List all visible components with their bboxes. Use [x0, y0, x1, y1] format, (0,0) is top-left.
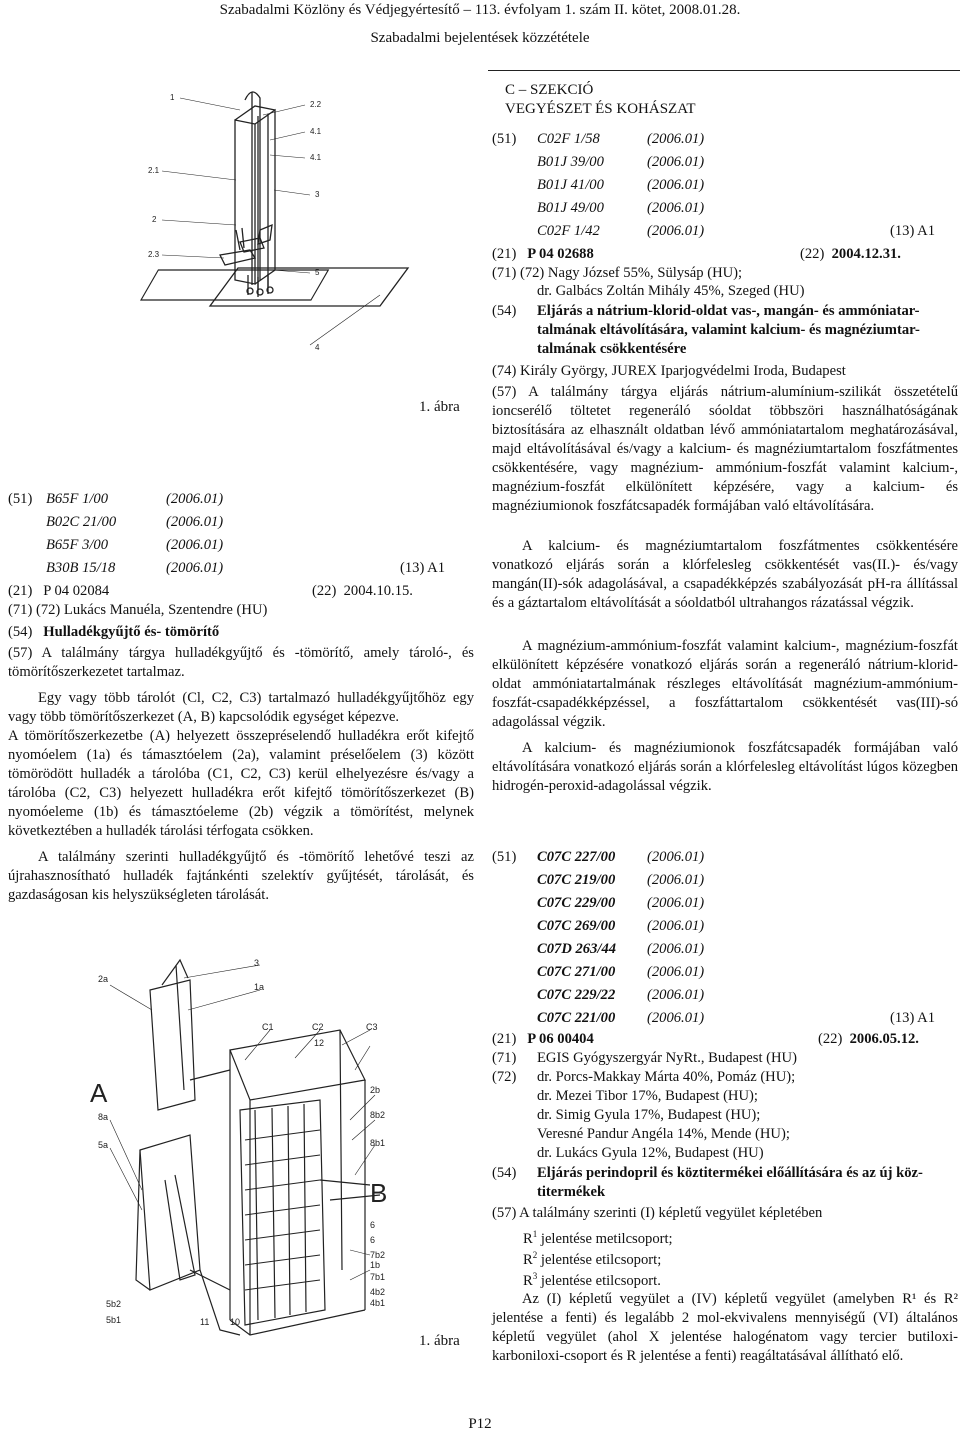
- applicant: (71) (72) Lukács Manuéla, Szentendre (HU): [8, 602, 268, 618]
- svg-text:8a: 8a: [98, 1112, 109, 1122]
- patent-figure-bottom: [80, 950, 420, 1345]
- application-number: (21) P 04 02688: [492, 246, 594, 262]
- patent-title: Eljárás perindopril és köztitermékei előállítására és az új köz-: [537, 1165, 923, 1181]
- svg-text:3: 3: [315, 190, 320, 199]
- applicant: dr. Galbács Zoltán Mihály 45%, Szeged (HU): [537, 283, 805, 299]
- svg-text:1b: 1b: [370, 1260, 381, 1270]
- ipc-row: (51) C02F 1/58 (2006.01): [492, 131, 705, 147]
- inventor: Veresné Pandur Angéla 14%, Mende (HU);: [537, 1126, 790, 1142]
- filing-date: (22) 2004.10.15.: [312, 583, 413, 599]
- ipc-row: B65F 3/00 (2006.01): [46, 537, 224, 553]
- svg-text:5a: 5a: [98, 1140, 109, 1150]
- column-rule: [488, 70, 960, 71]
- title-tag: (54): [492, 303, 517, 319]
- svg-text:C2: C2: [312, 1022, 324, 1032]
- agent: (74) Király György, JUREX Iparjogvédelmi Iroda, Budapest: [492, 363, 846, 379]
- applicant: (71) EGIS Gyógyszergyár NyRt., Budapest (HU): [492, 1050, 797, 1066]
- ipc-row: C07C 229/00 (2006.01): [537, 895, 705, 911]
- svg-text:4b1: 4b1: [370, 1298, 386, 1308]
- abstract-para: A találmány szerinti hulladékgyűjtő és -tömörítő lehetővé teszi az újrahasznosítható hulladék fajtánkénti szelektív gyűjtését, tárolását, és gazdaságosan kis helyszükségleten tárolását.: [8, 849, 474, 903]
- ipc-row: B02C 21/00 (2006.01): [46, 514, 224, 530]
- svg-text:8b1: 8b1: [370, 1138, 386, 1148]
- ipc-row: C07C 271/00 (2006.01): [537, 964, 705, 980]
- svg-text:2.1: 2.1: [148, 166, 160, 175]
- application-number: (21) P 04 02084: [8, 583, 110, 599]
- figure-top-caption: 1. ábra: [419, 399, 460, 415]
- abstract-para: (57) A találmány tárgya hulladékgyűjtő és -tömörítő, amely tároló-, és tömörítőszerkezetet tartalmaz.: [8, 645, 474, 680]
- section-title: C – SZEKCIÓ: [505, 82, 594, 98]
- ipc-row: B30B 15/18 (2006.01): [46, 560, 224, 576]
- svg-text:5b1: 5b1: [106, 1315, 122, 1325]
- svg-text:4.1: 4.1: [310, 153, 322, 162]
- filing-date: (22) 2004.12.31.: [800, 246, 901, 262]
- title-tag: (54): [492, 1165, 517, 1181]
- svg-text:7b2: 7b2: [370, 1250, 386, 1260]
- abstract-para: A tömörítőszerkezetbe (A) helyezett összepréselendő hulladékra erőt kifejtő nyomóelem (1a) és támasztóelem (2a), valamint préselőelem (3) között tömörödött hulladék a tárolóba (C1, C2, C3) kerül elhelyezésre és/vagy a tárolóba (C2, C3) helyezett hulladékra erőt kifejtő tömörítőszerkezet (B) nyomóeleme (1b) és támasztóeleme (2b) végzik a tömörítést, melynek következtében a hulladék tárolási térfogata csökken.: [8, 728, 474, 839]
- svg-text:1: 1: [170, 93, 175, 102]
- kind-code: (13) A1: [400, 560, 445, 576]
- kind-code: (13) A1: [890, 223, 935, 239]
- ipc-row: (51) B65F 1/00 (2006.01): [8, 491, 224, 507]
- abstract-para: Az (I) képletű vegyület a (IV) képletű vegyület (amelyben R¹ és R² jelentése a fenti) és legalább 2 mol-ekvivalens mennyiségű (VI) általános képletű vegyület (ahol X jelentése halogénatom vagy tercier butiloxi-karboniloxi-csoport és R jelentése a fenti) reagáltatásával állítható elő.: [492, 1291, 958, 1364]
- figure-bottom-caption: 1. ábra: [419, 1333, 460, 1349]
- svg-text:C1: C1: [262, 1022, 274, 1032]
- svg-text:1a: 1a: [254, 982, 265, 992]
- abstract-para: A kalcium- és magnéziumionok foszfátcsapadék formájában való eltávolítására vonatkozó eljárás során a klórfelesleg eltávolítást lúgos közegben hidrogén-peroxid-adagolással végzik.: [492, 740, 958, 794]
- patent-title: talmának csökkentésére: [537, 341, 687, 357]
- svg-text:11: 11: [200, 1317, 210, 1327]
- ipc-row: C07C 229/22 (2006.01): [537, 987, 705, 1003]
- svg-text:2.3: 2.3: [148, 250, 160, 259]
- svg-text:6: 6: [370, 1220, 376, 1230]
- svg-text:2: 2: [152, 215, 157, 224]
- svg-text:5b2: 5b2: [106, 1299, 122, 1309]
- ipc-row: C02F 1/42 (2006.01): [537, 223, 705, 239]
- svg-text:2b: 2b: [370, 1085, 381, 1095]
- substituent-r2: $R^2$ jelentése etilcsoport;: [523, 1250, 662, 1268]
- abstract-intro: (57) A találmány szerinti (I) képletű vegyület képletében: [492, 1205, 823, 1221]
- svg-text:12: 12: [314, 1038, 325, 1048]
- section-header: Szabadalmi bejelentések közzététele: [370, 30, 590, 46]
- patent-title: talmának eltávolítására, valamint kalcium- és magnéziumtar-: [537, 322, 920, 338]
- journal-header: Szabadalmi Közlöny és Védjegyértesítő – 113. évfolyam 1. szám II. kötet, 2008.01.28.: [219, 2, 741, 18]
- svg-text:5: 5: [315, 268, 320, 277]
- svg-text:2a: 2a: [98, 974, 109, 984]
- patent-title: (54) Hulladékgyűjtő és- tömörítő: [8, 624, 220, 640]
- patent-title: Eljárás a nátrium-klorid-oldat vas-, mangán- és ammóniatar-: [537, 303, 920, 319]
- svg-text:6: 6: [370, 1235, 376, 1245]
- abstract-para: A magnézium-ammónium-foszfát valamint kalcium-, magnézium-foszfát elkülönített képzésére vonatkozó eljárás során a regeneráló nátrium-klorid-oldat ammóniatartalmának részleges eltávolítását magnézium-ammónium-foszfát-csapadékképzéssel, a foszfáttartalom csökkentését vas(III)-só adagolással végzik.: [492, 638, 958, 730]
- svg-text:8b2: 8b2: [370, 1110, 386, 1120]
- substituent-r1: $R^1$ jelentése metilcsoport;: [523, 1229, 673, 1247]
- svg-text:4: 4: [315, 343, 320, 352]
- substituent-r3: $R^3$ jelentése etilcsoport.: [523, 1271, 661, 1289]
- inventor: dr. Simig Gyula 17%, Budapest (HU);: [537, 1107, 761, 1123]
- svg-text:4b2: 4b2: [370, 1287, 386, 1297]
- svg-text:7b1: 7b1: [370, 1272, 386, 1282]
- inventor: dr. Mezei Tibor 17%, Budapest (HU);: [537, 1088, 758, 1104]
- ipc-row: C07C 221/00 (2006.01): [537, 1010, 705, 1026]
- svg-text:3: 3: [254, 958, 260, 968]
- ipc-row: C07C 269/00 (2006.01): [537, 918, 705, 934]
- abstract-para: (57) A találmány tárgya eljárás nátrium-alumínium-szilikát összetételű ioncserélő töltetet regeneráló sóoldat többszöri használhatóságának biztosítására az elhasznált oldatban lévő ammóniatartalom meghatározásával, majd eltávolításával és/vagy a kalcium- és magnéziumtartalom foszfátmentes csökkentésére, vagy magnézium- ammónium-foszfát valamint kalcium-, magnézium-foszfát elkülönített képzésére, vagy a kalcium- és magnéziumionok foszfátcsapadék formájában való eltávolítására.: [492, 384, 958, 514]
- svg-text:B: B: [370, 1178, 388, 1208]
- filing-date: (22) 2006.05.12.: [818, 1031, 919, 1047]
- svg-text:C3: C3: [366, 1022, 378, 1032]
- svg-text:A: A: [90, 1078, 108, 1108]
- patent-figure-top: [140, 80, 480, 420]
- applicant: (71) (72) Nagy József 55%, Sülysáp (HU);: [492, 265, 743, 281]
- abstract-para: Egy vagy több tárolót (Cl, C2, C3) tartalmazó hulladékgyűjtőhöz egy vagy több tömörítőszerkezet (A, B) kapcsolódik egységet képezve.: [8, 690, 474, 725]
- abstract-para: A kalcium- és magnéziumtartalom foszfátmentes csökkentésére vonatkozó eljárás során a klórfelesleg csökkentését vas(II.)- és/vagy mangán(II)-sók adagolásával, a csapadékképzés szabályozását pH-ra állítással és a gáztartalom eltávolítását a sóoldatból ultrahangos rázatással végzik.: [492, 538, 958, 611]
- page-number: P12: [468, 1416, 492, 1432]
- inventor: dr. Lukács Gyula 12%, Budapest (HU): [537, 1145, 764, 1161]
- svg-text:2.2: 2.2: [310, 100, 322, 109]
- ipc-row: B01J 41/00 (2006.01): [537, 177, 705, 193]
- ipc-row: B01J 39/00 (2006.01): [537, 154, 705, 170]
- application-number: (21) P 06 00404: [492, 1031, 594, 1047]
- ipc-row: C07D 263/44 (2006.01): [537, 941, 705, 957]
- svg-text:10: 10: [230, 1317, 241, 1327]
- ipc-row: (51) C07C 227/00 (2006.01): [492, 849, 705, 865]
- inventors-tag: (72): [492, 1069, 517, 1085]
- section-subtitle: VEGYÉSZET ÉS KOHÁSZAT: [505, 101, 696, 117]
- inventor: dr. Porcs-Makkay Márta 40%, Pomáz (HU);: [537, 1069, 796, 1085]
- ipc-row: C07C 219/00 (2006.01): [537, 872, 705, 888]
- ipc-row: B01J 49/00 (2006.01): [537, 200, 705, 216]
- patent-title: titermékek: [537, 1184, 606, 1200]
- svg-text:4.1: 4.1: [310, 127, 322, 136]
- kind-code: (13) A1: [890, 1010, 935, 1026]
